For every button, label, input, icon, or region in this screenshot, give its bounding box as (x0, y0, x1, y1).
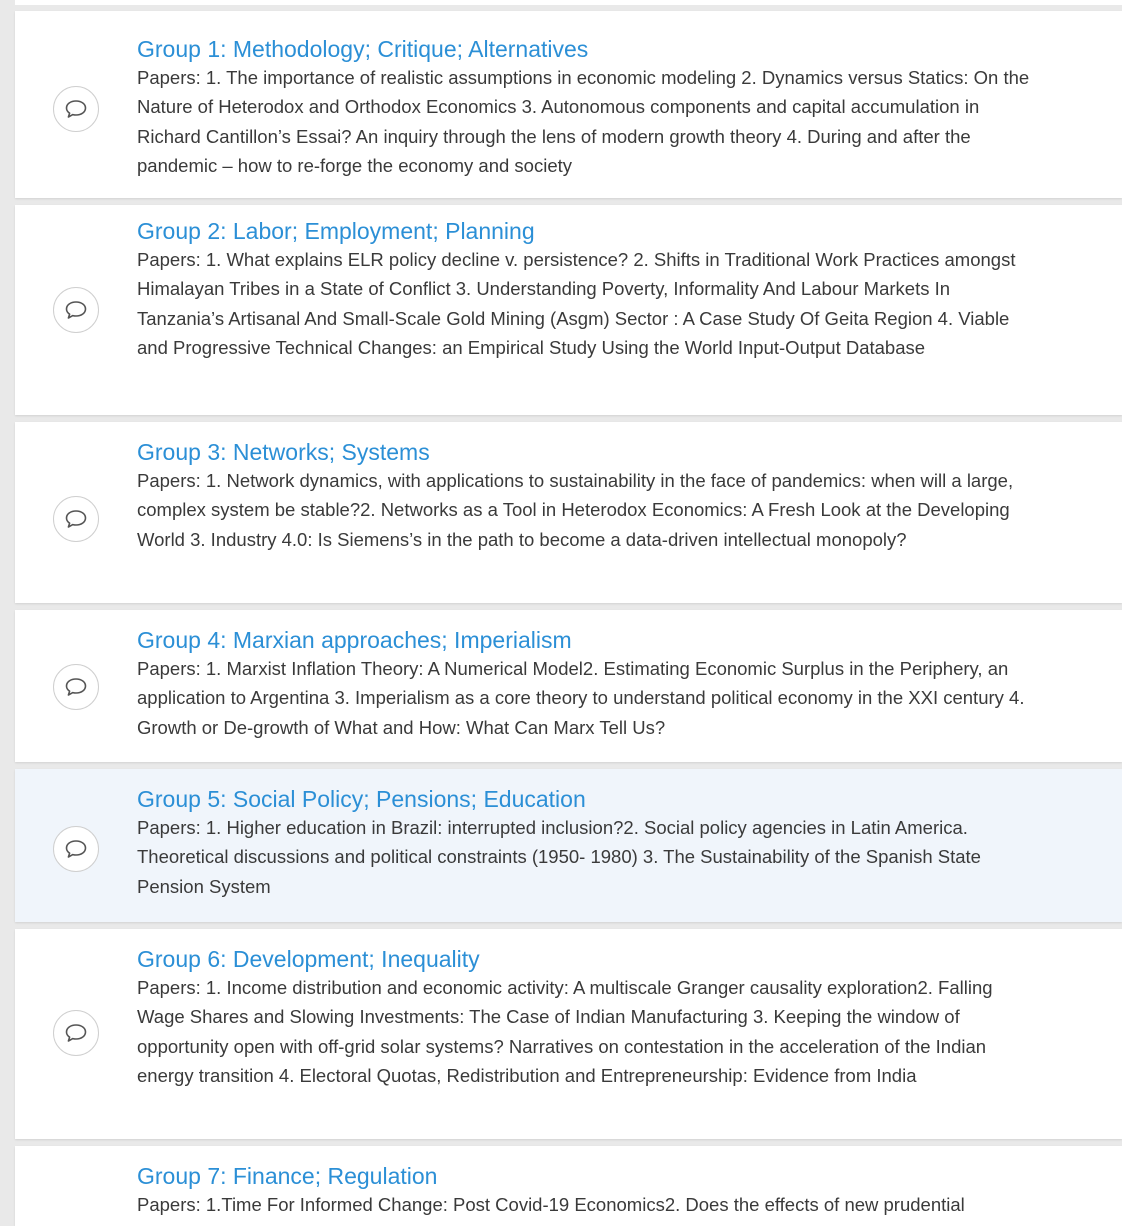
comment-button[interactable] (53, 826, 99, 872)
group-title[interactable]: Group 5: Social Policy; Pensions; Education (137, 786, 586, 812)
group-papers: Papers: 1.Time For Informed Change: Post Covid-19 Economics2. Does the effects of new prudential (137, 1194, 965, 1215)
comment-button[interactable] (53, 664, 99, 710)
comment-button[interactable] (53, 496, 99, 542)
comment-button[interactable] (53, 287, 99, 333)
group-card[interactable] (15, 205, 1122, 415)
comment-bubble-icon (64, 99, 88, 119)
group-papers: Papers: 1. The importance of realistic assumptions in economic modeling 2. Dynamics versus Statics: On the Nature of Heterodox and Orthodox Economics 3. Autonomous components and capital accumulation in Richard Cantillon’s Essai? An inquiry through the lens of modern growth theory 4. During and after the pandemic – how to re-forge the economy and society (137, 67, 1030, 176)
group-card[interactable] (15, 11, 1122, 198)
group-card[interactable] (15, 610, 1122, 762)
group-title[interactable]: Group 3: Networks; Systems (137, 439, 430, 465)
comment-bubble-icon (64, 1023, 88, 1043)
group-card[interactable] (15, 929, 1122, 1139)
comment-bubble-icon (64, 509, 88, 529)
group-title[interactable]: Group 1: Methodology; Critique; Alternatives (137, 36, 589, 62)
group-papers: Papers: 1. Network dynamics, with applications to sustainability in the face of pandemics: when will a large, complex system be stable?2. Networks as a Tool in Heterodox Economics: A Fresh Look at the Developing World 3. Industry 4.0: Is Siemens’s in the path to become a data-driven intellectual monopoly? (137, 470, 1014, 550)
group-title[interactable]: Group 2: Labor; Employment; Planning (137, 218, 535, 244)
group-card[interactable] (15, 422, 1122, 603)
group-papers: Papers: 1. Income distribution and economic activity: A multiscale Granger causality exploration2. Falling Wage Shares and Slowing Investments: The Case of Indian Manufacturing 3. Keeping the window of opportunity open with off-grid solar systems? Narratives on contestation in the acceleration of the Indian energy transition 4. Electoral Quotas, Redistribution and Entrepreneurship: Evidence from India (137, 977, 993, 1086)
group-title[interactable]: Group 4: Marxian approaches; Imperialism (137, 627, 572, 653)
group-title[interactable]: Group 6: Development; Inequality (137, 946, 480, 972)
comment-button[interactable] (53, 1010, 99, 1056)
comment-bubble-icon (64, 839, 88, 859)
comment-bubble-icon (64, 677, 88, 697)
group-title[interactable]: Group 7: Finance; Regulation (137, 1163, 438, 1189)
comment-button[interactable] (53, 86, 99, 132)
group-card[interactable] (15, 769, 1122, 922)
group-list (15, 0, 1122, 1226)
group-card[interactable] (15, 1146, 1122, 1226)
previous-card-bottom (15, 0, 1122, 5)
group-papers: Papers: 1. Higher education in Brazil: interrupted inclusion?2. Social policy agencies in Latin America. Theoretical discussions and political constraints (1950- 1980) 3. The Sustainability of the Spanish State Pension System (137, 817, 981, 897)
group-papers: Papers: 1. Marxist Inflation Theory: A Numerical Model2. Estimating Economic Surplus in the Periphery, an application to Argentina 3. Imperialism as a core theory to understand political economy in the XXI century 4. Growth or De-growth of What and How: What Can Marx Tell Us? (137, 658, 1025, 738)
comment-bubble-icon (64, 300, 88, 320)
group-papers: Papers: 1. What explains ELR policy decline v. persistence? 2. Shifts in Traditional Work Practices amongst Himalayan Tribes in a State of Conflict 3. Understanding Poverty, Informality And Labour Markets In Tanzania’s Artisanal And Small-Scale Gold Mining (Asgm) Sector : A Case Study Of Geita Region 4. Viable and Progressive Technical Changes: an Empirical Study Using the World Input-Output Database (137, 249, 1016, 358)
